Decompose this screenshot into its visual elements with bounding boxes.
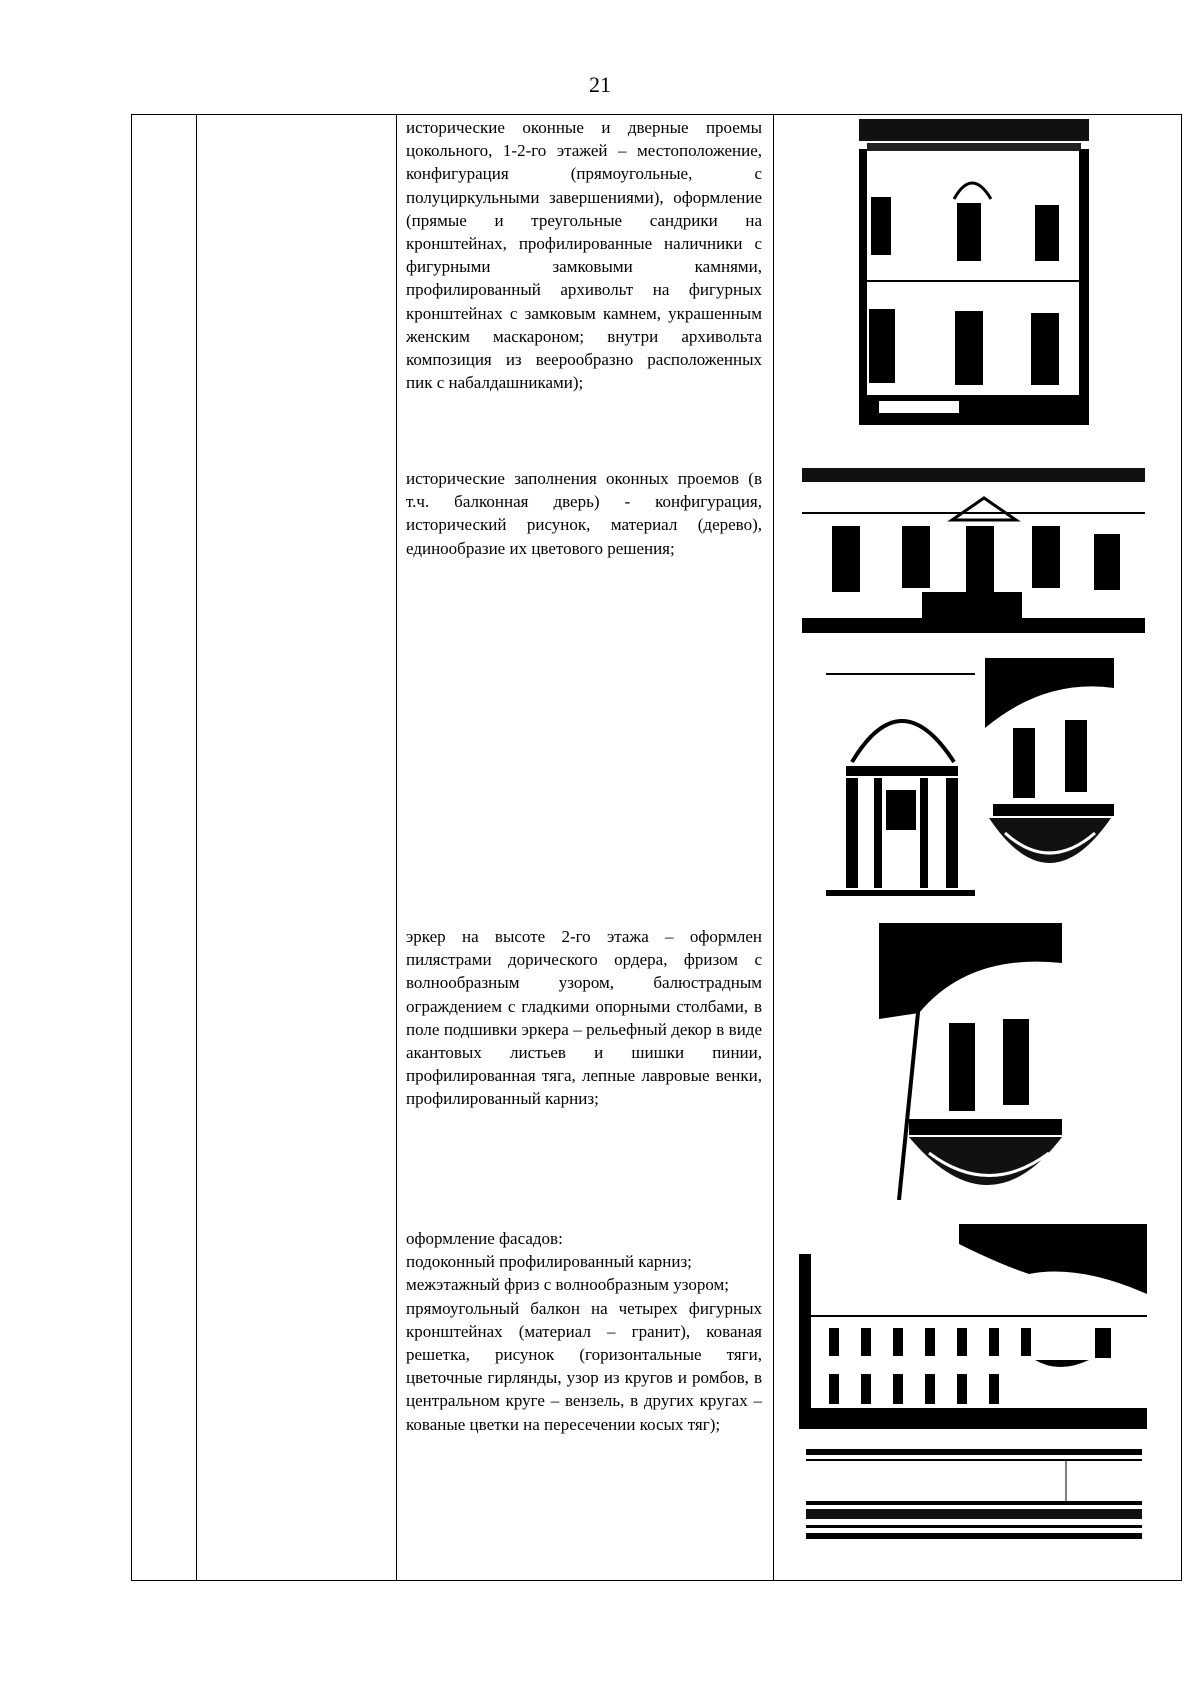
arched-entrance-photo — [826, 670, 975, 900]
item-facade-decoration-text: оформление фасадов: подоконный профилированный карниз; межэтажный фриз с волнообразным узором; прямоугольный балкон на четырех фигурных кронштейнах (материал – гранит), кованая решетка, рисунок (горизонтальные тяги, цветочные гирлянды, узор из кругов и ромбов, в центральном круге – вензель, в других кругах – кованые цветки на пересечении косых тяг); — [406, 1229, 762, 1434]
column-divider — [396, 115, 397, 1580]
cornice-detail-photo — [806, 1447, 1142, 1565]
facade-windows-photo — [859, 119, 1089, 425]
facade-overview-photo — [799, 1224, 1147, 1429]
column-divider — [196, 115, 197, 1580]
item-bay-window-text: эркер на высоте 2-го этажа – оформлен пилястрами дорического ордера, фризом с волнообразным узором, балюстрадным ограждением с гладкими опорными столбами, в поле подшивки эркера – рельефный декор в виде акантовых листьев и шишки пинии, профилированная тяга, лепные лавровые венки, профилированный карниз; — [406, 927, 762, 1109]
item-window-openings-text: исторические оконные и дверные проемы цокольного, 1-2-го этажей – местоположение, конфигурация (прямоугольные, с полуциркульными завершениями), оформление (прямые и треугольные сандрики на кронштейнах, профилированные наличники с фигурными замковыми камнями, профилированный архивольт на фигурных кронштейнах с замковым камнем, украшенным женским маскароном; внутри архивольта композиция из веерообразно расположенных пик с набалдашниками); — [406, 118, 762, 393]
column-divider — [773, 115, 774, 1580]
bay-window-photo-small — [985, 658, 1114, 900]
bay-window-photo — [879, 923, 1062, 1200]
page-number: 21 — [589, 72, 611, 97]
windows-balcony-photo — [802, 468, 1145, 633]
item-window-fillings-text: исторические заполнения оконных проемов (в т.ч. балконная дверь) - конфигурация, исторический рисунок, материал (дерево), единообразие их цветового решения; — [406, 469, 762, 558]
